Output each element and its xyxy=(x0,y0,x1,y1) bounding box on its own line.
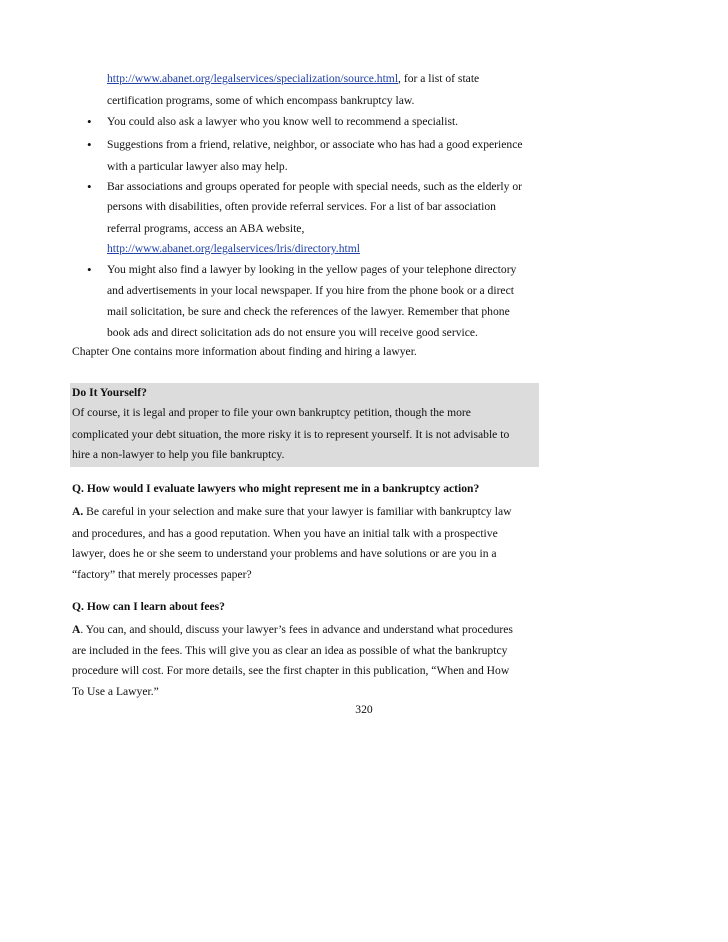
answer-label: A. xyxy=(72,505,84,518)
chapter-note: Chapter One contains more information about finding and hiring a lawyer. xyxy=(72,345,417,358)
bullet-2-line-2: with a particular lawyer also may help. xyxy=(107,160,288,173)
bullet-4-line-2: and advertisements in your local newspaper. If you hire from the phone book or a direct xyxy=(107,284,514,297)
sidebar-box-line-3: hire a non-lawyer to help you file bankruptcy. xyxy=(72,448,285,461)
intro-line-1 xyxy=(107,71,479,87)
answer-2-line-2: are included in the fees. This will give you as clear an idea as possible of what the bankruptcy xyxy=(72,644,508,657)
answer-2-line-4: To Use a Lawyer.” xyxy=(72,685,159,698)
answer-1-line-4: “factory” that merely processes paper? xyxy=(72,568,252,581)
bullet-3-line-2: persons with disabilities, often provide referral services. For a list of bar association xyxy=(107,200,496,213)
bullet-4-line-1: You might also find a lawyer by looking in the yellow pages of your telephone directory xyxy=(107,263,517,276)
answer-1-line-2: and procedures, and has a good reputation. When you have an initial talk with a prospective xyxy=(72,527,498,540)
answer-2-text: . You can, and should, discuss your lawyer’s fees in advance and understand what procedures xyxy=(80,623,513,636)
specialization-link[interactable]: http://www.abanet.org/legalservices/specialization/source.html xyxy=(107,72,399,85)
bullet-icon: • xyxy=(87,137,92,152)
page-number: 320 xyxy=(355,703,373,716)
sidebar-box-line-1: Of course, it is legal and proper to file your own bankruptcy petition, though the more xyxy=(72,406,471,419)
bullet-icon: • xyxy=(87,262,92,277)
lris-directory-link[interactable]: http://www.abanet.org/legalservices/lris/directory.html xyxy=(107,242,360,255)
bullet-3-line-3: referral programs, access an ABA website, xyxy=(107,222,305,235)
bullet-icon: • xyxy=(87,179,92,194)
question-2: Q. How can I learn about fees? xyxy=(72,600,225,613)
question-1: Q. How would I evaluate lawyers who might represent me in a bankruptcy action? xyxy=(72,482,480,495)
sidebar-box-title: Do It Yourself? xyxy=(72,386,147,399)
answer-2-line-1 xyxy=(72,622,513,638)
answer-label: A xyxy=(72,623,81,636)
answer-1-line-1 xyxy=(72,504,511,520)
bullet-4-line-4: book ads and direct solicitation ads do not ensure you will receive good service. xyxy=(107,326,478,339)
answer-1-line-3: lawyer, does he or she seem to understand your problems and have solutions or are you in a xyxy=(72,547,497,560)
bullet-1-line-1: You could also ask a lawyer who you know well to recommend a specialist. xyxy=(107,115,459,128)
answer-1-text: Be careful in your selection and make sure that your lawyer is familiar with bankruptcy law xyxy=(83,505,512,518)
bullet-icon: • xyxy=(87,114,92,129)
bullet-3-link-line xyxy=(107,241,360,257)
bullet-2-line-1: Suggestions from a friend, relative, neighbor, or associate who has had a good experience xyxy=(107,138,523,151)
intro-line-2: certification programs, some of which encompass bankruptcy law. xyxy=(107,94,415,107)
bullet-4-line-3: mail solicitation, be sure and check the references of the lawyer. Remember that phone xyxy=(107,305,510,318)
sidebar-box-line-2: complicated your debt situation, the more risky it is to represent yourself. It is not advisable to xyxy=(72,428,510,441)
answer-2-line-3: procedure will cost. For more details, see the first chapter in this publication, “When and How xyxy=(72,664,510,677)
intro-after-link: , for a list of state xyxy=(398,72,480,85)
bullet-3-line-1: Bar associations and groups operated for people with special needs, such as the elderly or xyxy=(107,180,522,193)
